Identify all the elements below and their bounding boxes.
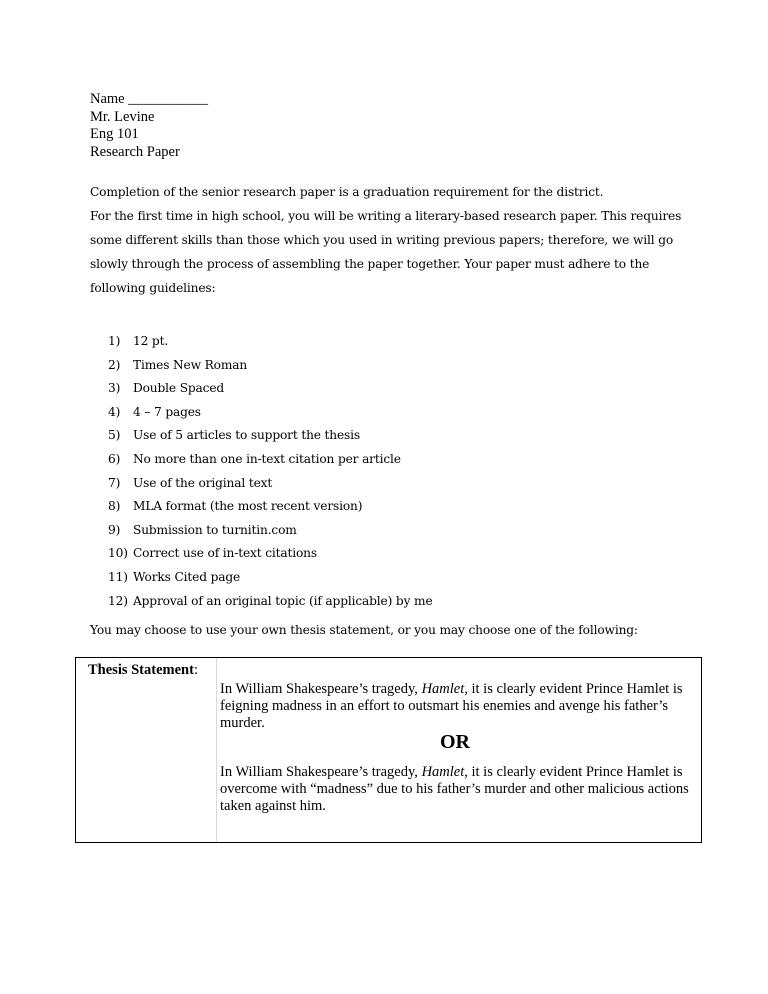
thesis-label bbox=[88, 662, 198, 679]
guideline-item bbox=[108, 472, 433, 496]
guideline-number: 4) bbox=[108, 404, 121, 419]
guideline-number: 3) bbox=[108, 381, 121, 396]
thesis-option-1-lead: In William Shakespeare’s tragedy, bbox=[220, 681, 422, 697]
choose-instruction: You may choose to use your own thesis statement, or you may choose one of the following: bbox=[90, 623, 638, 637]
thesis-option-2-title: Hamlet bbox=[421, 764, 465, 780]
document-header bbox=[90, 91, 208, 161]
guideline-item bbox=[108, 542, 433, 566]
guideline-item bbox=[108, 519, 433, 543]
thesis-box bbox=[75, 657, 702, 843]
guideline-item bbox=[108, 424, 433, 448]
guideline-number: 2) bbox=[108, 357, 121, 372]
thesis-label-colon: : bbox=[193, 662, 198, 678]
guideline-text: Correct use of in-text citations bbox=[133, 546, 317, 561]
guideline-text: Double Spaced bbox=[133, 381, 225, 396]
assignment-title: Research Paper bbox=[90, 143, 180, 160]
guidelines-list bbox=[108, 330, 433, 613]
guideline-item bbox=[108, 448, 433, 472]
guideline-number: 5) bbox=[108, 428, 121, 443]
thesis-option-1-body: , it is clearly evident Prince Hamlet is feigning madness in an effort to outsmart his enemies and avenge his father’s murder. bbox=[220, 681, 683, 731]
guideline-number: 11) bbox=[108, 569, 128, 584]
guideline-text: Times New Roman bbox=[133, 357, 248, 372]
guideline-item bbox=[108, 330, 433, 354]
guideline-text: MLA format (the most recent version) bbox=[133, 499, 363, 514]
guideline-item bbox=[108, 401, 433, 425]
guideline-text: Submission to turnitin.com bbox=[133, 522, 297, 537]
guideline-number: 9) bbox=[108, 522, 121, 537]
guideline-number: 1) bbox=[108, 334, 121, 348]
thesis-label-text: Thesis Statement bbox=[88, 662, 194, 678]
guideline-text: Works Cited page bbox=[133, 569, 241, 584]
guideline-item bbox=[108, 495, 433, 519]
intro-text bbox=[90, 180, 690, 300]
guideline-text: 4 – 7 pages bbox=[133, 404, 201, 419]
thesis-option-2-lead: In William Shakespeare’s tragedy, bbox=[220, 764, 422, 780]
intro-line: Completion of the senior research paper is a graduation requirement for the district. bbox=[90, 185, 604, 199]
guideline-text: 12 pt. bbox=[133, 334, 169, 348]
guideline-item bbox=[108, 377, 433, 401]
guideline-number: 10) bbox=[108, 546, 128, 561]
column-divider bbox=[216, 658, 217, 842]
course-name: Eng 101 bbox=[90, 126, 139, 142]
thesis-option-2-body: , it is clearly evident Prince Hamlet is overcome with “madness” due to his father’s murder and other malicious actions taken against him. bbox=[220, 764, 689, 814]
guideline-number: 12) bbox=[108, 593, 128, 608]
guideline-item bbox=[108, 590, 433, 614]
guideline-number: 6) bbox=[108, 451, 121, 466]
name-line: Name ___________ bbox=[90, 91, 208, 107]
intro-paragraph: For the first time in high school, you will be writing a literary-based research paper. This requires some different skills than those which you used in writing previous papers; therefore, we will go slowly through the process of assembling the paper together. Your paper must adhere to the following guidelines: bbox=[90, 209, 682, 295]
thesis-option-1 bbox=[220, 681, 690, 732]
guideline-text: Use of 5 articles to support the thesis bbox=[133, 428, 361, 443]
or-separator: OR bbox=[440, 731, 470, 753]
guideline-text: Use of the original text bbox=[133, 475, 273, 490]
teacher-name: Mr. Levine bbox=[90, 108, 155, 125]
guideline-text: Approval of an original topic (if applicable) by me bbox=[133, 593, 433, 608]
guideline-item bbox=[108, 566, 433, 590]
thesis-option-2 bbox=[220, 764, 690, 815]
thesis-option-1-title: Hamlet bbox=[421, 681, 465, 697]
guideline-text: No more than one in-text citation per article bbox=[133, 451, 401, 466]
guideline-item bbox=[108, 354, 433, 378]
guideline-number: 8) bbox=[108, 499, 121, 514]
guideline-number: 7) bbox=[108, 475, 121, 490]
